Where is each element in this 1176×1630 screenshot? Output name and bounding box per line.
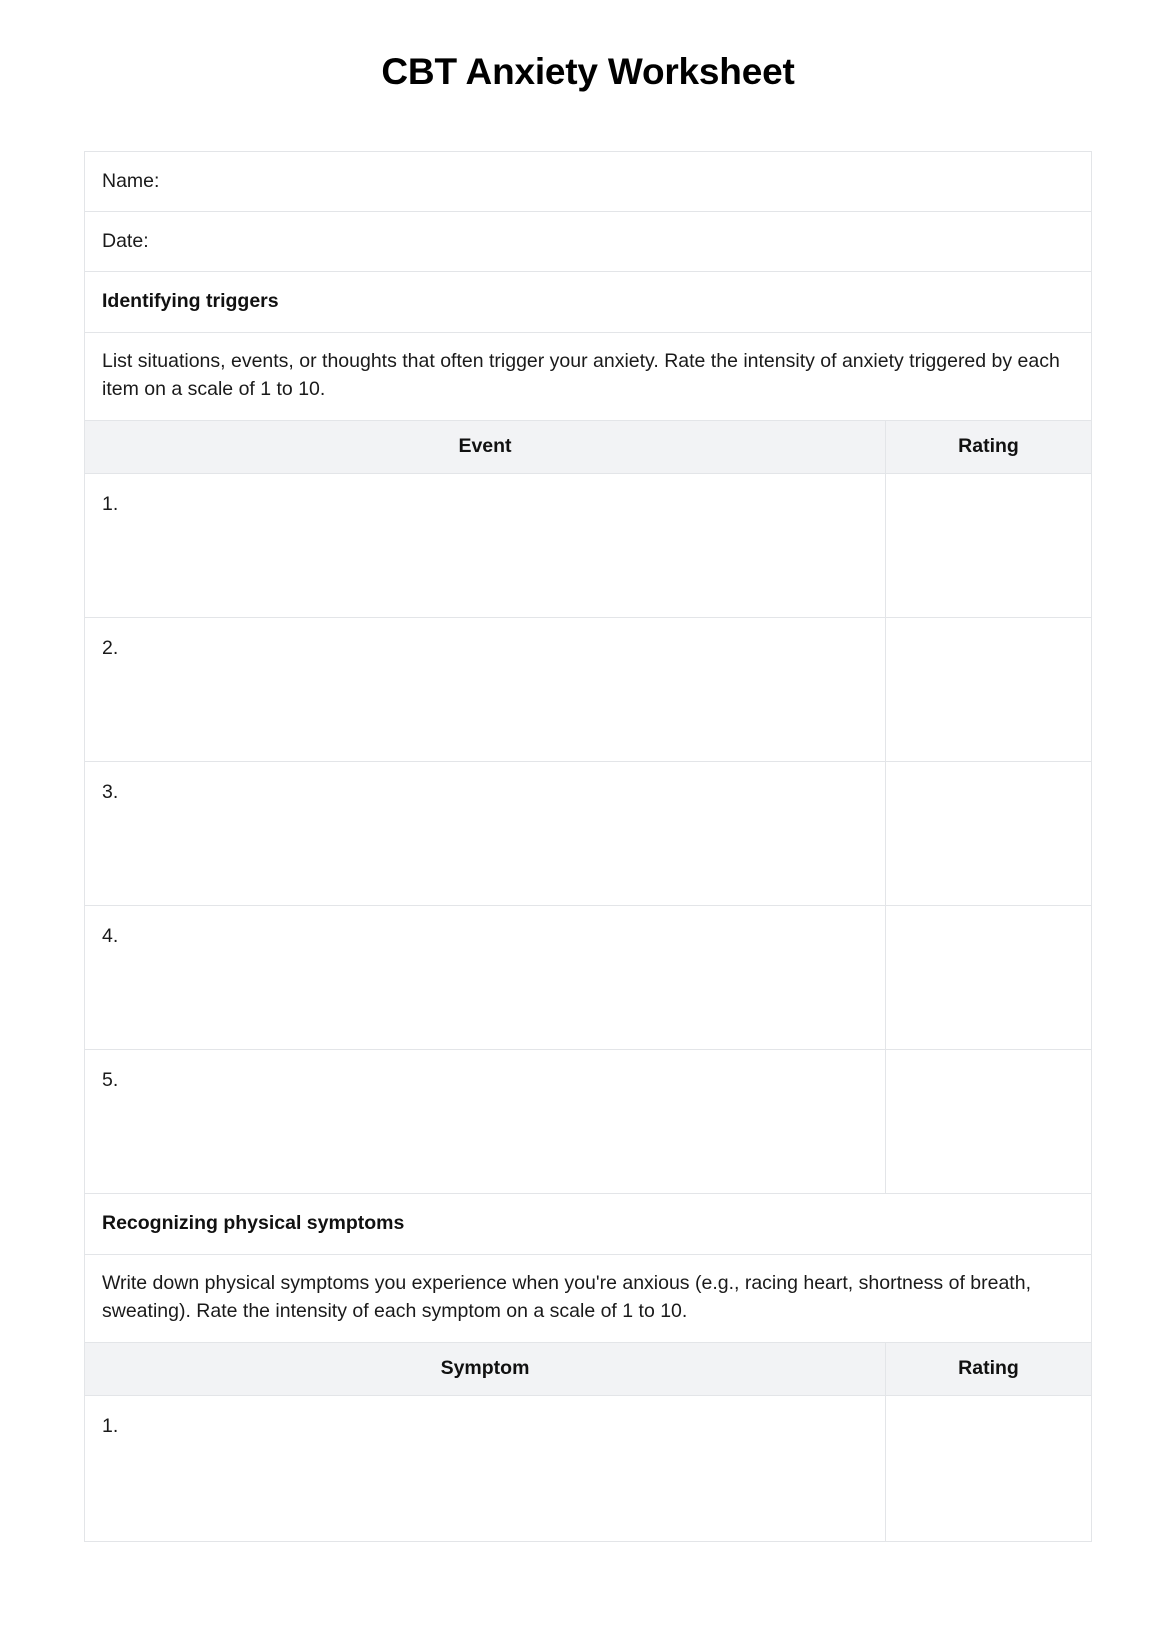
column-header-rating-triggers: Rating	[958, 435, 1019, 458]
row-number-1: 1.	[102, 493, 119, 516]
worksheet-table	[84, 151, 1092, 1543]
symptom-row-number-1: 1.	[102, 1415, 119, 1438]
page-title: CBT Anxiety Worksheet	[381, 51, 795, 92]
row-number-3: 3.	[102, 781, 119, 804]
section-heading-cell-symptoms	[85, 1194, 1091, 1253]
rating-cell-1[interactable]	[886, 474, 1091, 617]
event-cell-1[interactable]	[85, 474, 886, 617]
row-number-5: 5.	[102, 1069, 119, 1092]
table-row[interactable]	[85, 1396, 1091, 1542]
name-field-row[interactable]	[85, 152, 1091, 212]
table-row[interactable]	[85, 1050, 1091, 1194]
section-heading-recognizing-physical-symptoms: Recognizing physical symptoms	[102, 1212, 405, 1235]
section-heading-row-triggers	[85, 272, 1091, 332]
column-header-event: Event	[85, 421, 886, 473]
rating-cell-5[interactable]	[886, 1050, 1091, 1193]
symptom-rating-cell-1[interactable]	[886, 1396, 1091, 1541]
section-instructions-row-symptoms	[85, 1255, 1091, 1344]
section-instructions-recognizing-physical-symptoms: Write down physical symptoms you experience when you're anxious (e.g., racing heart, shortness of breath, sweating). Rate the intensity of each symptom on a scale of 1 to 10.	[102, 1271, 1031, 1322]
row-number-2: 2.	[102, 637, 119, 660]
section-instructions-identifying-triggers: List situations, events, or thoughts that often trigger your anxiety. Rate the intensity of anxiety triggered by each item on a scale of 1 to 10.	[102, 349, 1060, 400]
row-number-4: 4.	[102, 925, 119, 948]
date-field-label: Date:	[102, 230, 149, 252]
event-cell-2[interactable]	[85, 618, 886, 761]
table-row[interactable]	[85, 762, 1091, 906]
rating-cell-3[interactable]	[886, 762, 1091, 905]
column-header-symptom: Symptom	[85, 1343, 886, 1395]
rating-cell-2[interactable]	[886, 618, 1091, 761]
symptom-cell-1[interactable]	[85, 1396, 886, 1541]
table-row[interactable]	[85, 618, 1091, 762]
table-row[interactable]	[85, 906, 1091, 1050]
name-field-label: Name:	[102, 169, 160, 192]
section-heading-cell-triggers	[85, 272, 1091, 331]
column-header-rating-symptoms: Rating	[958, 1357, 1019, 1380]
date-field-cell[interactable]	[85, 212, 1091, 271]
event-cell-4[interactable]	[85, 906, 886, 1049]
table-header-triggers	[85, 421, 1091, 474]
table-row[interactable]	[85, 474, 1091, 618]
event-cell-5[interactable]	[85, 1050, 886, 1193]
section-heading-identifying-triggers: Identifying triggers	[102, 290, 279, 313]
table-header-symptoms	[85, 1343, 1091, 1396]
section-instructions-row-triggers	[85, 333, 1091, 422]
date-field-row[interactable]	[85, 212, 1091, 272]
event-cell-3[interactable]	[85, 762, 886, 905]
name-field-cell[interactable]	[85, 152, 1091, 211]
rating-cell-4[interactable]	[886, 906, 1091, 1049]
section-heading-row-symptoms	[85, 1194, 1091, 1254]
